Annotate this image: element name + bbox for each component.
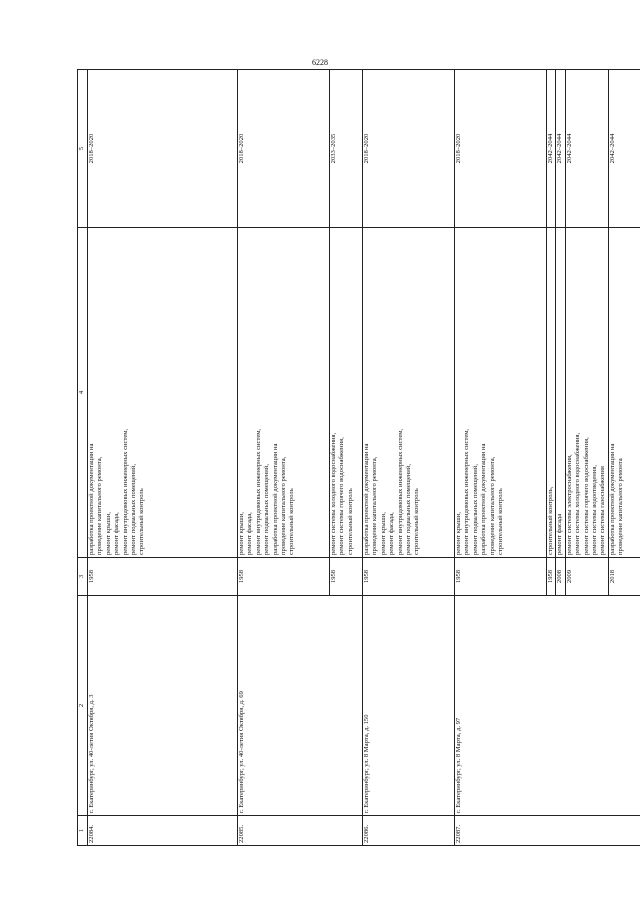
address-cell: г. Екатеринбург, ул. 8 Марта, д. 97 xyxy=(455,596,640,816)
year-cell: 1958 xyxy=(88,558,238,596)
period-cell: 2033–2035 xyxy=(330,70,363,228)
address-cell: г. Екатеринбург, ул. 40-летия Октября, д. 69 xyxy=(238,596,363,816)
work-item: строительный контроль xyxy=(346,488,354,555)
header-col-4: 4 xyxy=(78,228,88,558)
table-row xyxy=(455,70,547,846)
work-item: проведение капитального ремонта, xyxy=(371,456,379,555)
work-item: ремонт внутридомовых инженерных систем, xyxy=(254,428,262,555)
work-item: ремонт внутридомовых инженерных систем, xyxy=(463,428,471,555)
works-cell xyxy=(88,228,238,558)
rotated-table-frame xyxy=(77,70,625,846)
period-cell: 2018–2020 xyxy=(238,70,330,228)
page-number: 6228 xyxy=(312,58,328,67)
work-item: ремонт подвальных помещений, xyxy=(263,464,271,555)
works-cell xyxy=(363,228,455,558)
work-item: ремонт системы водоотведения, xyxy=(591,464,599,555)
row-number-cell: 22085. xyxy=(238,816,363,846)
work-item: ремонт подвальных помещений, xyxy=(405,464,413,555)
table-row xyxy=(363,70,455,846)
period-cell: 2042–2044 xyxy=(565,70,608,228)
table-container xyxy=(77,70,625,846)
year-cell: 1958 xyxy=(238,558,330,596)
works-cell xyxy=(608,228,640,558)
work-item: ремонт крыши, xyxy=(238,512,245,555)
year-cell: 1958 xyxy=(363,558,455,596)
address-cell: г. Екатеринбург, ул. 8 Марта, д. 150 xyxy=(363,596,455,816)
table-row xyxy=(238,70,330,846)
year-cell: 1958 xyxy=(547,558,556,596)
header-col-1: 1 xyxy=(78,816,88,846)
work-item: ремонт фасада xyxy=(556,513,564,555)
period-cell: 2018–2020 xyxy=(455,70,547,228)
work-item: разработка проектной документации на xyxy=(88,443,95,555)
row-number-cell: 22084. xyxy=(88,816,238,846)
work-item: ремонт фасада, xyxy=(113,512,121,555)
work-item: ремонт системы газоснабжения xyxy=(599,466,607,555)
work-item: ремонт подвальных помещений, xyxy=(471,464,479,555)
header-col-3: 3 xyxy=(78,558,88,596)
year-cell: 2018 xyxy=(608,558,640,596)
work-item: ремонт внутридомовых инженерных систем, xyxy=(121,428,129,555)
year-cell: 2008 xyxy=(556,558,565,596)
work-item: ремонт подвальных помещений, xyxy=(130,464,138,555)
table-body xyxy=(88,70,640,846)
work-item: разработка проектной документации на xyxy=(608,443,616,555)
row-number-cell: 22086. xyxy=(363,816,455,846)
table-row xyxy=(88,70,238,846)
year-cell: 1958 xyxy=(330,558,363,596)
work-item: разработка проектной документации на xyxy=(480,443,488,555)
work-item: проведение капитального ремонта xyxy=(617,458,625,555)
work-item: ремонт системы холодного водоснабжения, xyxy=(330,432,337,555)
period-cell: 2018–2020 xyxy=(88,70,238,228)
header-col-5: 5 xyxy=(78,70,88,228)
work-item: ремонт системы электроснабжения, xyxy=(565,454,573,555)
work-item: ремонт системы горячего водоснабжения, xyxy=(582,437,590,555)
work-item: разработка проектной документации на xyxy=(271,443,279,555)
works-cell xyxy=(556,228,565,558)
work-item: проведение капитального ремонта, xyxy=(488,456,496,555)
row-number-cell: 22087. xyxy=(455,816,640,846)
works-cell xyxy=(330,228,363,558)
works-cell xyxy=(238,228,330,558)
work-item: строительный контроль xyxy=(288,488,296,555)
work-item: ремонт крыши, xyxy=(379,512,387,555)
work-item: строительный контроль xyxy=(497,488,505,555)
address-cell: г. Екатеринбург, ул. 40-летия Октября, д. 3 xyxy=(88,596,238,816)
year-cell: 2009 xyxy=(565,558,608,596)
period-cell: 2042–2044 xyxy=(556,70,565,228)
work-item: ремонт крыши, xyxy=(104,512,112,555)
work-item: ремонт системы горячего водоснабжения, xyxy=(338,437,346,555)
work-item: проведение капитального ремонта, xyxy=(280,456,288,555)
work-item: ремонт системы холодного водоснабжения, xyxy=(574,432,582,555)
work-item: ремонт крыши, xyxy=(455,512,462,555)
work-item: строительный контроль xyxy=(138,488,146,555)
work-item: строительный контроль, xyxy=(547,486,554,555)
period-cell: 2042–2044 xyxy=(608,70,640,228)
header-row xyxy=(78,70,88,846)
work-item: ремонт внутридомовых инженерных систем, xyxy=(396,428,404,555)
header-col-2: 2 xyxy=(78,596,88,816)
work-item: проведение капитального ремонта, xyxy=(96,456,104,555)
works-cell xyxy=(455,228,547,558)
work-item: строительный контроль xyxy=(413,488,421,555)
works-cell xyxy=(547,228,556,558)
period-cell: 2042–2044 xyxy=(547,70,556,228)
period-cell: 2018–2020 xyxy=(363,70,455,228)
year-cell: 1958 xyxy=(455,558,547,596)
work-item: ремонт фасада, xyxy=(388,512,396,555)
work-item: разработка проектной документации на xyxy=(363,443,370,555)
work-item: ремонт фасада, xyxy=(246,512,254,555)
works-cell xyxy=(565,228,608,558)
repair-schedule-table xyxy=(77,69,640,846)
